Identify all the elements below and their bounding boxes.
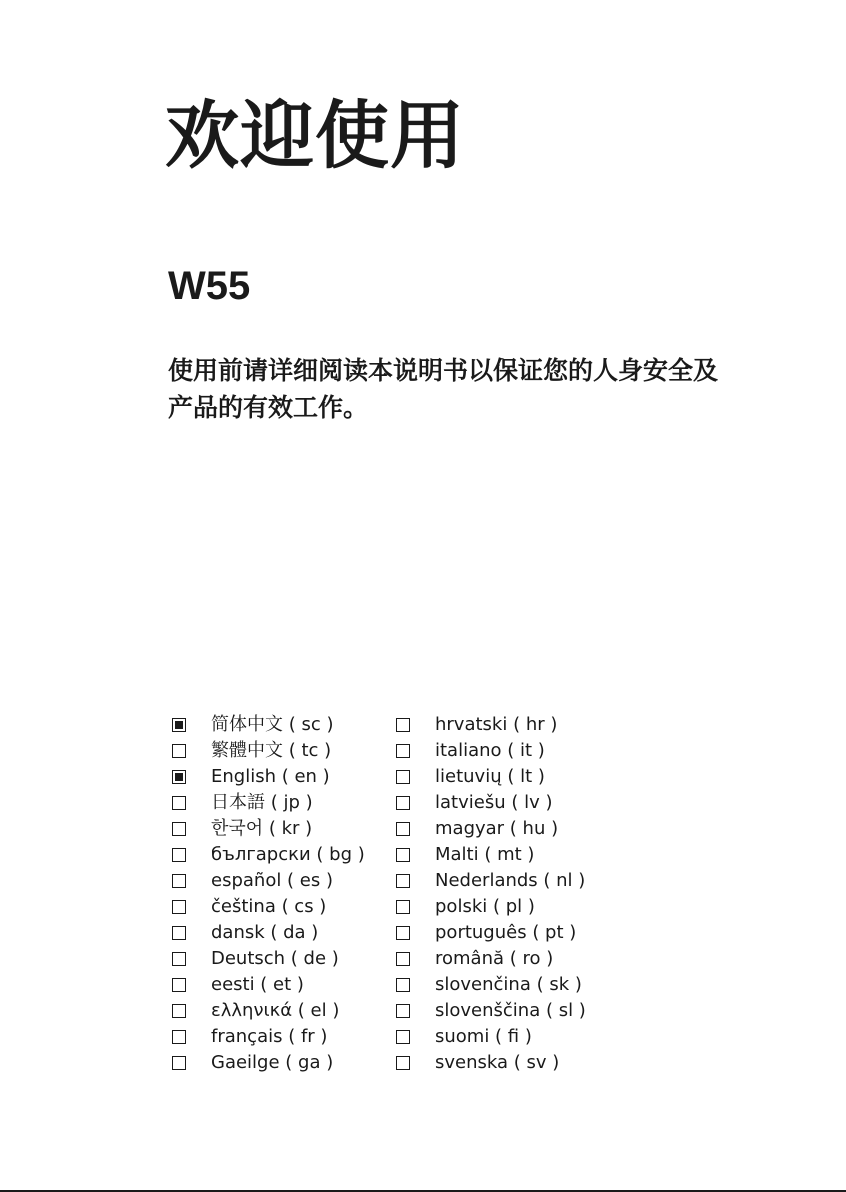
language-label: latviešu ( lv ) <box>435 792 553 813</box>
language-option <box>172 1050 365 1076</box>
unchecked-box-icon <box>396 952 410 966</box>
language-option <box>396 790 586 816</box>
language-option <box>172 998 365 1024</box>
unchecked-box-icon <box>172 978 186 992</box>
checked-box-icon <box>172 718 186 732</box>
page-title: 欢迎使用 <box>165 93 465 179</box>
unchecked-box-icon <box>396 1004 410 1018</box>
language-label: ελληνικά ( el ) <box>211 1000 340 1021</box>
language-label: eesti ( et ) <box>211 974 304 995</box>
checked-box-icon <box>172 770 186 784</box>
language-option <box>172 868 365 894</box>
unchecked-box-icon <box>172 900 186 914</box>
language-option <box>396 894 586 920</box>
unchecked-box-icon <box>396 900 410 914</box>
language-option <box>172 842 365 868</box>
language-label: magyar ( hu ) <box>435 818 559 839</box>
language-label: svenska ( sv ) <box>435 1052 560 1073</box>
language-option <box>396 764 586 790</box>
unchecked-box-icon <box>172 926 186 940</box>
language-option <box>396 920 586 946</box>
language-option <box>396 946 586 972</box>
language-option <box>396 1024 586 1050</box>
model-name: W55 <box>168 264 251 308</box>
language-option <box>396 998 586 1024</box>
unchecked-box-icon <box>172 822 186 836</box>
unchecked-box-icon <box>396 796 410 810</box>
language-label: hrvatski ( hr ) <box>435 714 558 735</box>
language-label: lietuvių ( lt ) <box>435 766 545 787</box>
unchecked-box-icon <box>396 1056 410 1070</box>
language-option <box>172 712 365 738</box>
language-label: română ( ro ) <box>435 948 554 969</box>
language-label: English ( en ) <box>211 766 330 787</box>
language-label: 繁體中文 ( tc ) <box>211 740 332 761</box>
language-label: français ( fr ) <box>211 1026 328 1047</box>
language-label: български ( bg ) <box>211 844 365 865</box>
language-label: español ( es ) <box>211 870 333 891</box>
language-label: dansk ( da ) <box>211 922 319 943</box>
unchecked-box-icon <box>396 848 410 862</box>
unchecked-box-icon <box>396 874 410 888</box>
unchecked-box-icon <box>172 796 186 810</box>
language-option <box>172 816 365 842</box>
unchecked-box-icon <box>172 848 186 862</box>
language-option <box>172 1024 365 1050</box>
language-label: slovenčina ( sk ) <box>435 974 582 995</box>
language-option <box>396 868 586 894</box>
language-label: italiano ( it ) <box>435 740 545 761</box>
language-label: 日本語 ( jp ) <box>211 792 313 813</box>
unchecked-box-icon <box>396 822 410 836</box>
language-option <box>172 790 365 816</box>
language-option <box>396 816 586 842</box>
language-option <box>172 946 365 972</box>
language-label: Deutsch ( de ) <box>211 948 339 969</box>
unchecked-box-icon <box>172 874 186 888</box>
language-label: suomi ( fi ) <box>435 1026 532 1047</box>
language-label: slovenščina ( sl ) <box>435 1000 586 1021</box>
unchecked-box-icon <box>172 1030 186 1044</box>
language-option <box>396 712 586 738</box>
language-option <box>396 1050 586 1076</box>
unchecked-box-icon <box>396 718 410 732</box>
unchecked-box-icon <box>172 952 186 966</box>
unchecked-box-icon <box>172 744 186 758</box>
unchecked-box-icon <box>172 1056 186 1070</box>
language-label: polski ( pl ) <box>435 896 535 917</box>
unchecked-box-icon <box>396 770 410 784</box>
language-label: Nederlands ( nl ) <box>435 870 586 891</box>
language-option <box>396 972 586 998</box>
language-list-left <box>172 712 365 1076</box>
language-label: čeština ( cs ) <box>211 896 327 917</box>
language-label: 简体中文 ( sc ) <box>211 714 334 735</box>
unchecked-box-icon <box>172 1004 186 1018</box>
language-label: 한국어 ( kr ) <box>211 818 313 839</box>
language-label: português ( pt ) <box>435 922 577 943</box>
language-option <box>172 738 365 764</box>
unchecked-box-icon <box>396 744 410 758</box>
unchecked-box-icon <box>396 926 410 940</box>
language-option <box>172 972 365 998</box>
language-option <box>396 842 586 868</box>
language-label: Malti ( mt ) <box>435 844 535 865</box>
language-option <box>172 920 365 946</box>
language-label: Gaeilge ( ga ) <box>211 1052 334 1073</box>
language-option <box>396 738 586 764</box>
unchecked-box-icon <box>396 978 410 992</box>
safety-notice: 使用前请详细阅读本说明书以保证您的人身安全及产品的有效工作。 <box>168 356 719 422</box>
language-list-right <box>396 712 586 1076</box>
unchecked-box-icon <box>396 1030 410 1044</box>
language-option <box>172 894 365 920</box>
language-option <box>172 764 365 790</box>
